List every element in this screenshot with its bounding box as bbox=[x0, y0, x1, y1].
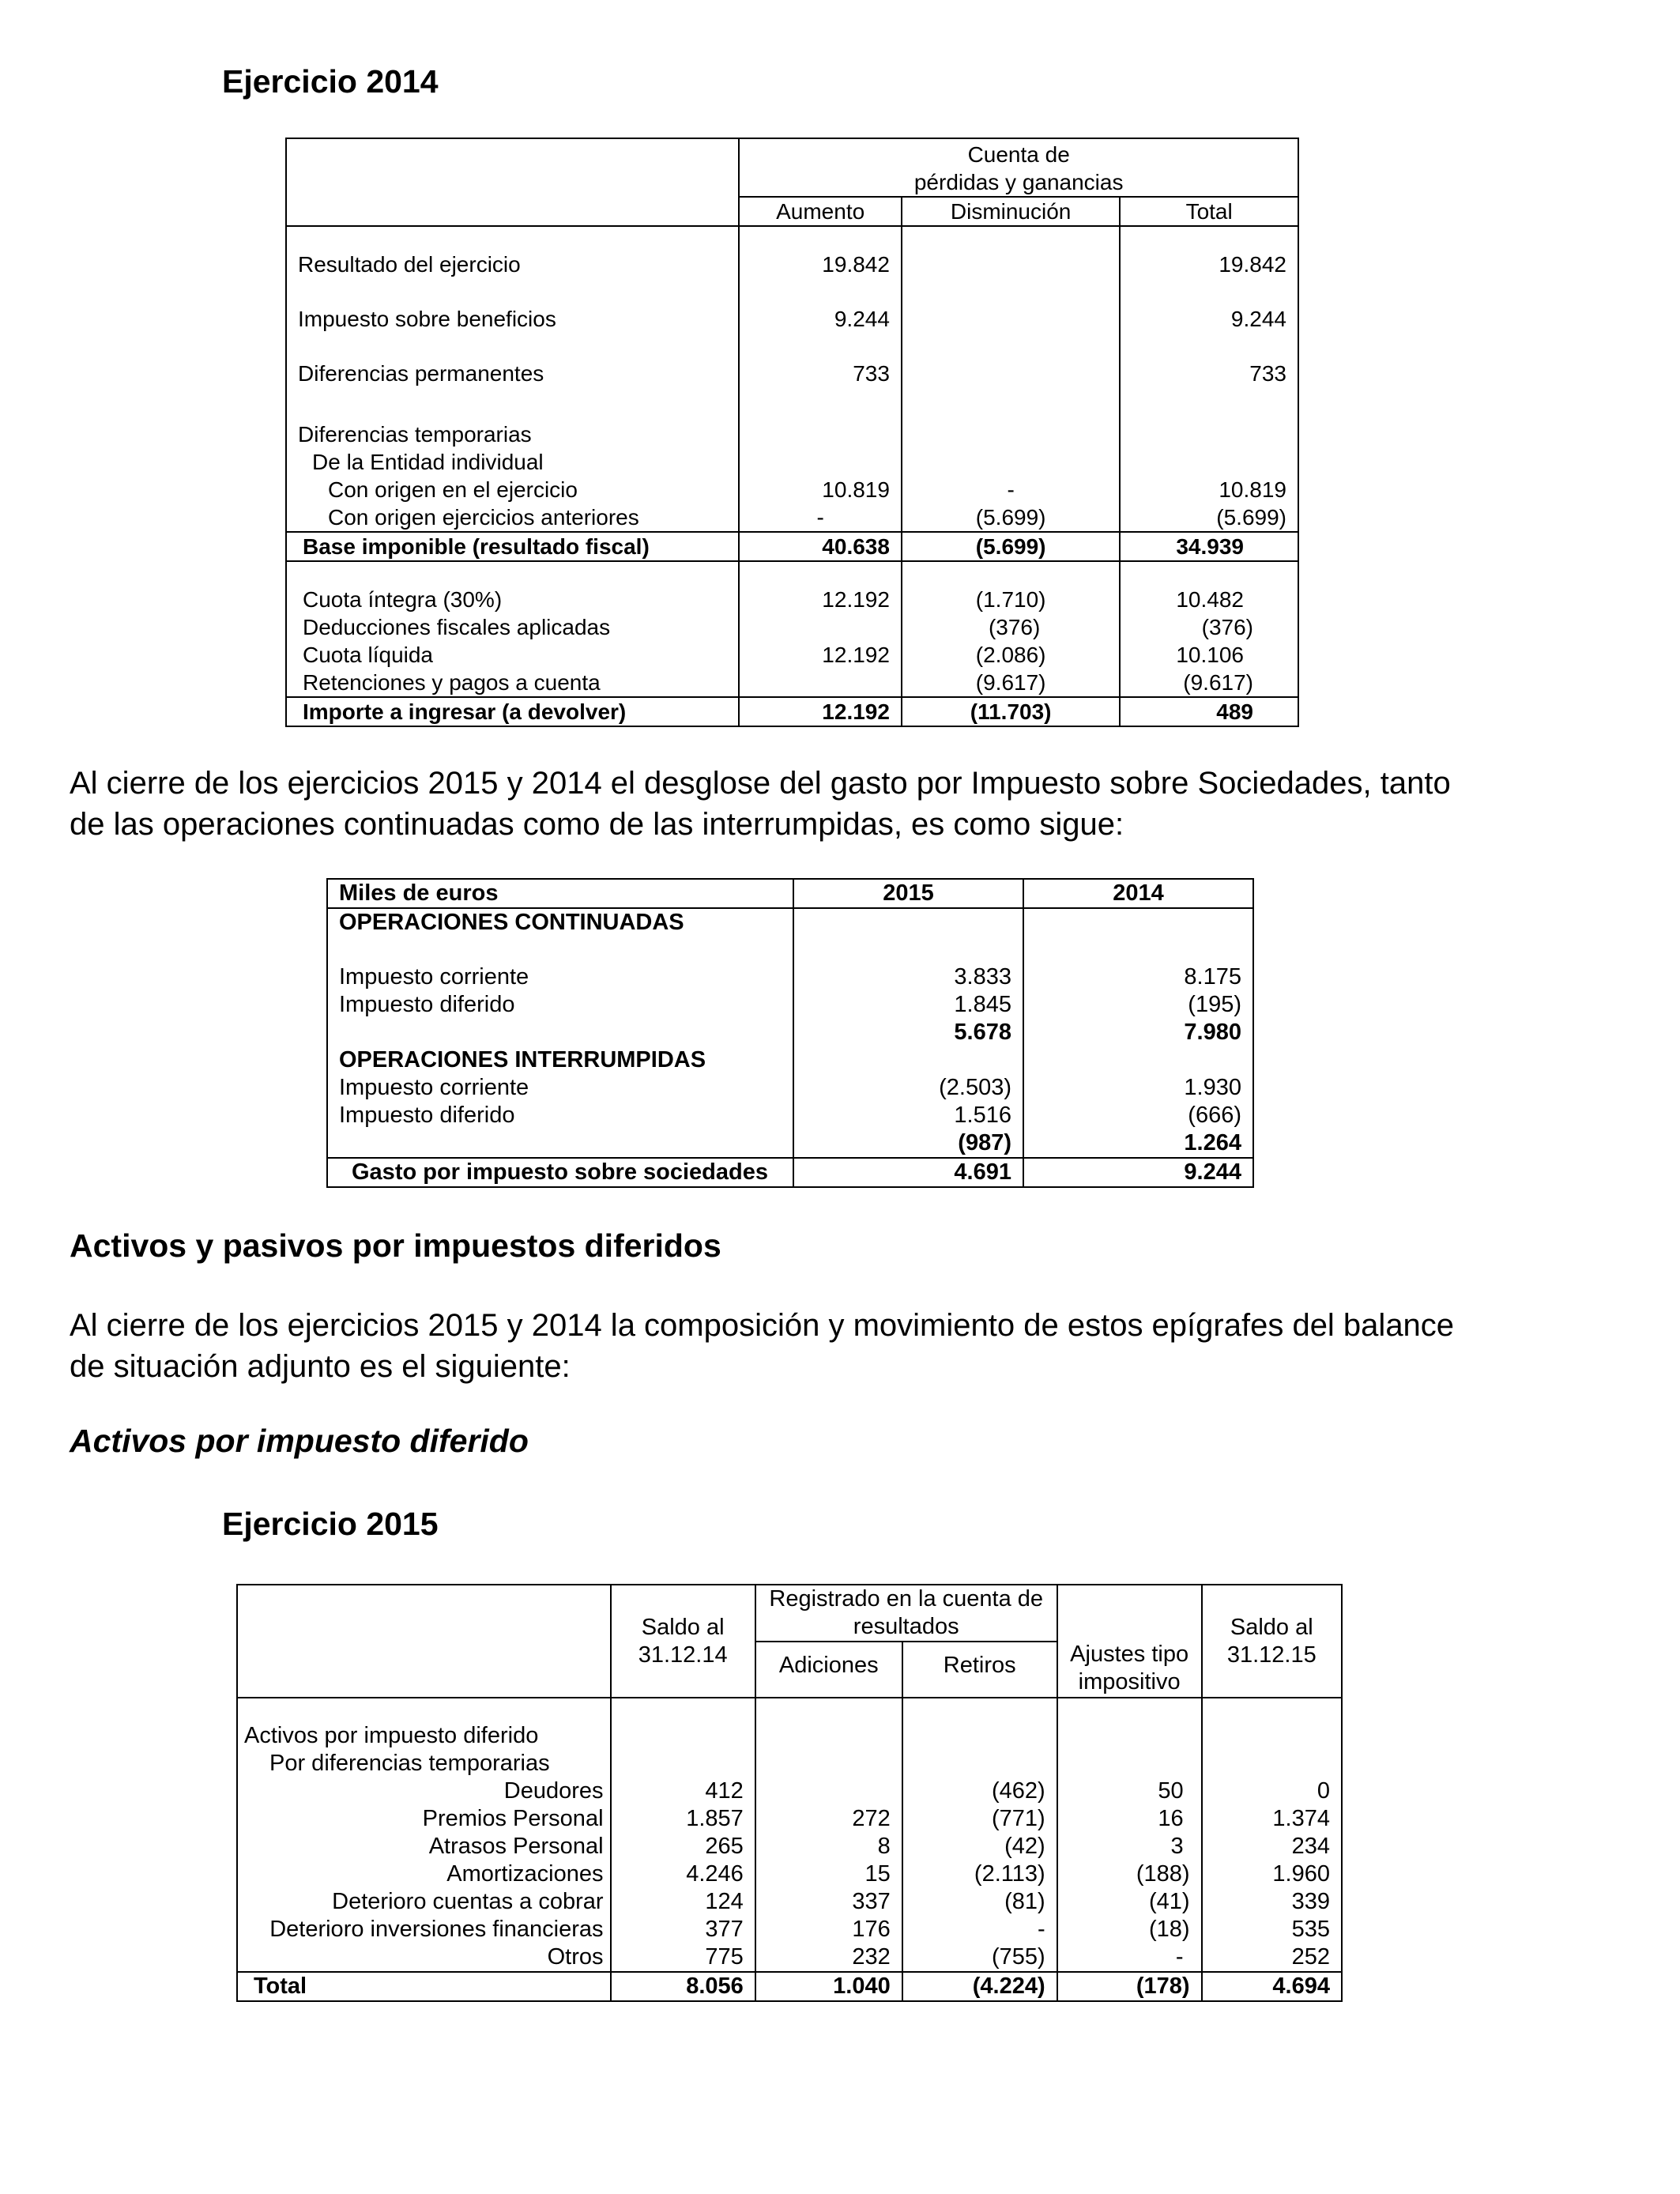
table-row: Atrasos Personal 265 8 (42) 3 234 bbox=[237, 1833, 1342, 1860]
table-row-base-imponible: Base imponible (resultado fiscal) 40.638 (5.699) 34.939 bbox=[286, 532, 1298, 561]
table1-col-aumento: Aumento bbox=[739, 197, 902, 226]
table-row: Impuesto diferido 1.516 (666) bbox=[327, 1102, 1253, 1129]
table2-col-2014: 2014 bbox=[1023, 879, 1253, 908]
paragraph-line: Al cierre de los ejercicios 2015 y 2014 la composición y movimiento de estos epígrafes del balance bbox=[70, 1308, 1455, 1343]
table-row: Amortizaciones 4.246 15 (2.113) (188) 1.960 bbox=[237, 1860, 1342, 1888]
table3-empty-header bbox=[237, 1585, 611, 1698]
table-row: Premios Personal 1.857 272 (771) 16 1.374 bbox=[237, 1805, 1342, 1833]
table2-section-interrumpidas: OPERACIONES INTERRUMPIDAS bbox=[327, 1046, 793, 1074]
table3-col-adiciones: Adiciones bbox=[755, 1642, 902, 1698]
table1-group-header bbox=[739, 138, 1298, 197]
table-row-subtotal: (987) 1.264 bbox=[327, 1129, 1253, 1158]
table-row-importe-ingresar: Importe a ingresar (a devolver) 12.192 (11.703) 489 bbox=[286, 697, 1298, 726]
heading-activos-impuesto-diferido: Activos por impuesto diferido bbox=[70, 1423, 529, 1459]
table-activos-impuesto-diferido-2015 bbox=[236, 1584, 1343, 2002]
table3-label-activos: Activos por impuesto diferido bbox=[237, 1722, 611, 1750]
table-gasto-impuesto bbox=[326, 878, 1254, 1188]
table3-col-retiros: Retiros bbox=[902, 1642, 1057, 1698]
table-row: De la Entidad individual bbox=[286, 448, 1298, 476]
paragraph-line: Al cierre de los ejercicios 2015 y 2014 el desglose del gasto por Impuesto sobre Sociedades, tanto bbox=[70, 766, 1451, 801]
table2-col-2015: 2015 bbox=[793, 879, 1023, 908]
table-row-total: Total 8.056 1.040 (4.224) (178) 4.694 bbox=[237, 1972, 1342, 2001]
table-row: Retenciones y pagos a cuenta (9.617) (9.617) bbox=[286, 669, 1298, 697]
paragraph-line: de las operaciones continuadas como de las interrumpidas, es como sigue: bbox=[70, 807, 1124, 842]
table-row: Deudores 412 (462) 50 0 bbox=[237, 1777, 1342, 1805]
table-row: Cuota íntegra (30%) 12.192 (1.710) 10.482 bbox=[286, 586, 1298, 613]
table-row: Diferencias permanentes 733 733 bbox=[286, 360, 1298, 387]
table1-col-disminucion: Disminución bbox=[902, 197, 1120, 226]
table1-col-total: Total bbox=[1120, 197, 1298, 226]
table-row: Impuesto corriente 3.833 8.175 bbox=[327, 963, 1253, 991]
table1-empty-header bbox=[286, 138, 739, 226]
table-row: Deducciones fiscales aplicadas (376) (376) bbox=[286, 613, 1298, 641]
table-row: Con origen ejercicios anteriores - (5.699) (5.699) bbox=[286, 503, 1298, 532]
table-row: Deterioro cuentas a cobrar 124 337 (81) (41) 339 bbox=[237, 1888, 1342, 1916]
table3-group-registrado: Registrado en la cuenta de resultados bbox=[755, 1585, 1057, 1642]
table-row-total: Gasto por impuesto sobre sociedades 4.691 9.244 bbox=[327, 1158, 1253, 1187]
table-row: Impuesto sobre beneficios 9.244 9.244 bbox=[286, 305, 1298, 333]
paragraph-desglose-gasto bbox=[70, 763, 1451, 845]
table3-col-saldo14: Saldo al 31.12.14 bbox=[611, 1585, 755, 1698]
table-row: Otros 775 232 (755) - 252 bbox=[237, 1943, 1342, 1972]
table3-col-saldo15: Saldo al 31.12.15 bbox=[1202, 1585, 1342, 1698]
paragraph-composicion bbox=[70, 1305, 1454, 1387]
table2-col-label: Miles de euros bbox=[327, 879, 793, 908]
table-row: Resultado del ejercicio 19.842 19.842 bbox=[286, 251, 1298, 278]
heading-ejercicio-2015: Ejercicio 2015 bbox=[222, 1506, 439, 1542]
paragraph-line: de situación adjunto es el siguiente: bbox=[70, 1349, 571, 1384]
table-row-subtotal: 5.678 7.980 bbox=[327, 1019, 1253, 1046]
table-row: Diferencias temporarias bbox=[286, 420, 1298, 448]
table-row: Impuesto diferido 1.845 (195) bbox=[327, 991, 1253, 1019]
table-row: Con origen en el ejercicio 10.819 - 10.819 bbox=[286, 476, 1298, 503]
table1-group-header-line1: Cuenta de bbox=[967, 142, 1070, 167]
table-row: Cuota líquida 12.192 (2.086) 10.106 bbox=[286, 641, 1298, 669]
table1-group-header-line2: pérdidas y ganancias bbox=[913, 170, 1124, 194]
table-row: Impuesto corriente (2.503) 1.930 bbox=[327, 1074, 1253, 1102]
table2-section-continuadas: OPERACIONES CONTINUADAS bbox=[327, 908, 793, 937]
table-ejercicio-2014 bbox=[285, 138, 1299, 727]
table-row: Deterioro inversiones financieras 377 176 - (18) 535 bbox=[237, 1916, 1342, 1943]
heading-ejercicio-2014: Ejercicio 2014 bbox=[222, 63, 439, 100]
table3-label-por-diferencias: Por diferencias temporarias bbox=[237, 1750, 611, 1777]
heading-activos-pasivos: Activos y pasivos por impuestos diferidos bbox=[70, 1227, 721, 1264]
table3-col-ajustes: Ajustes tipo impositivo bbox=[1057, 1585, 1202, 1698]
